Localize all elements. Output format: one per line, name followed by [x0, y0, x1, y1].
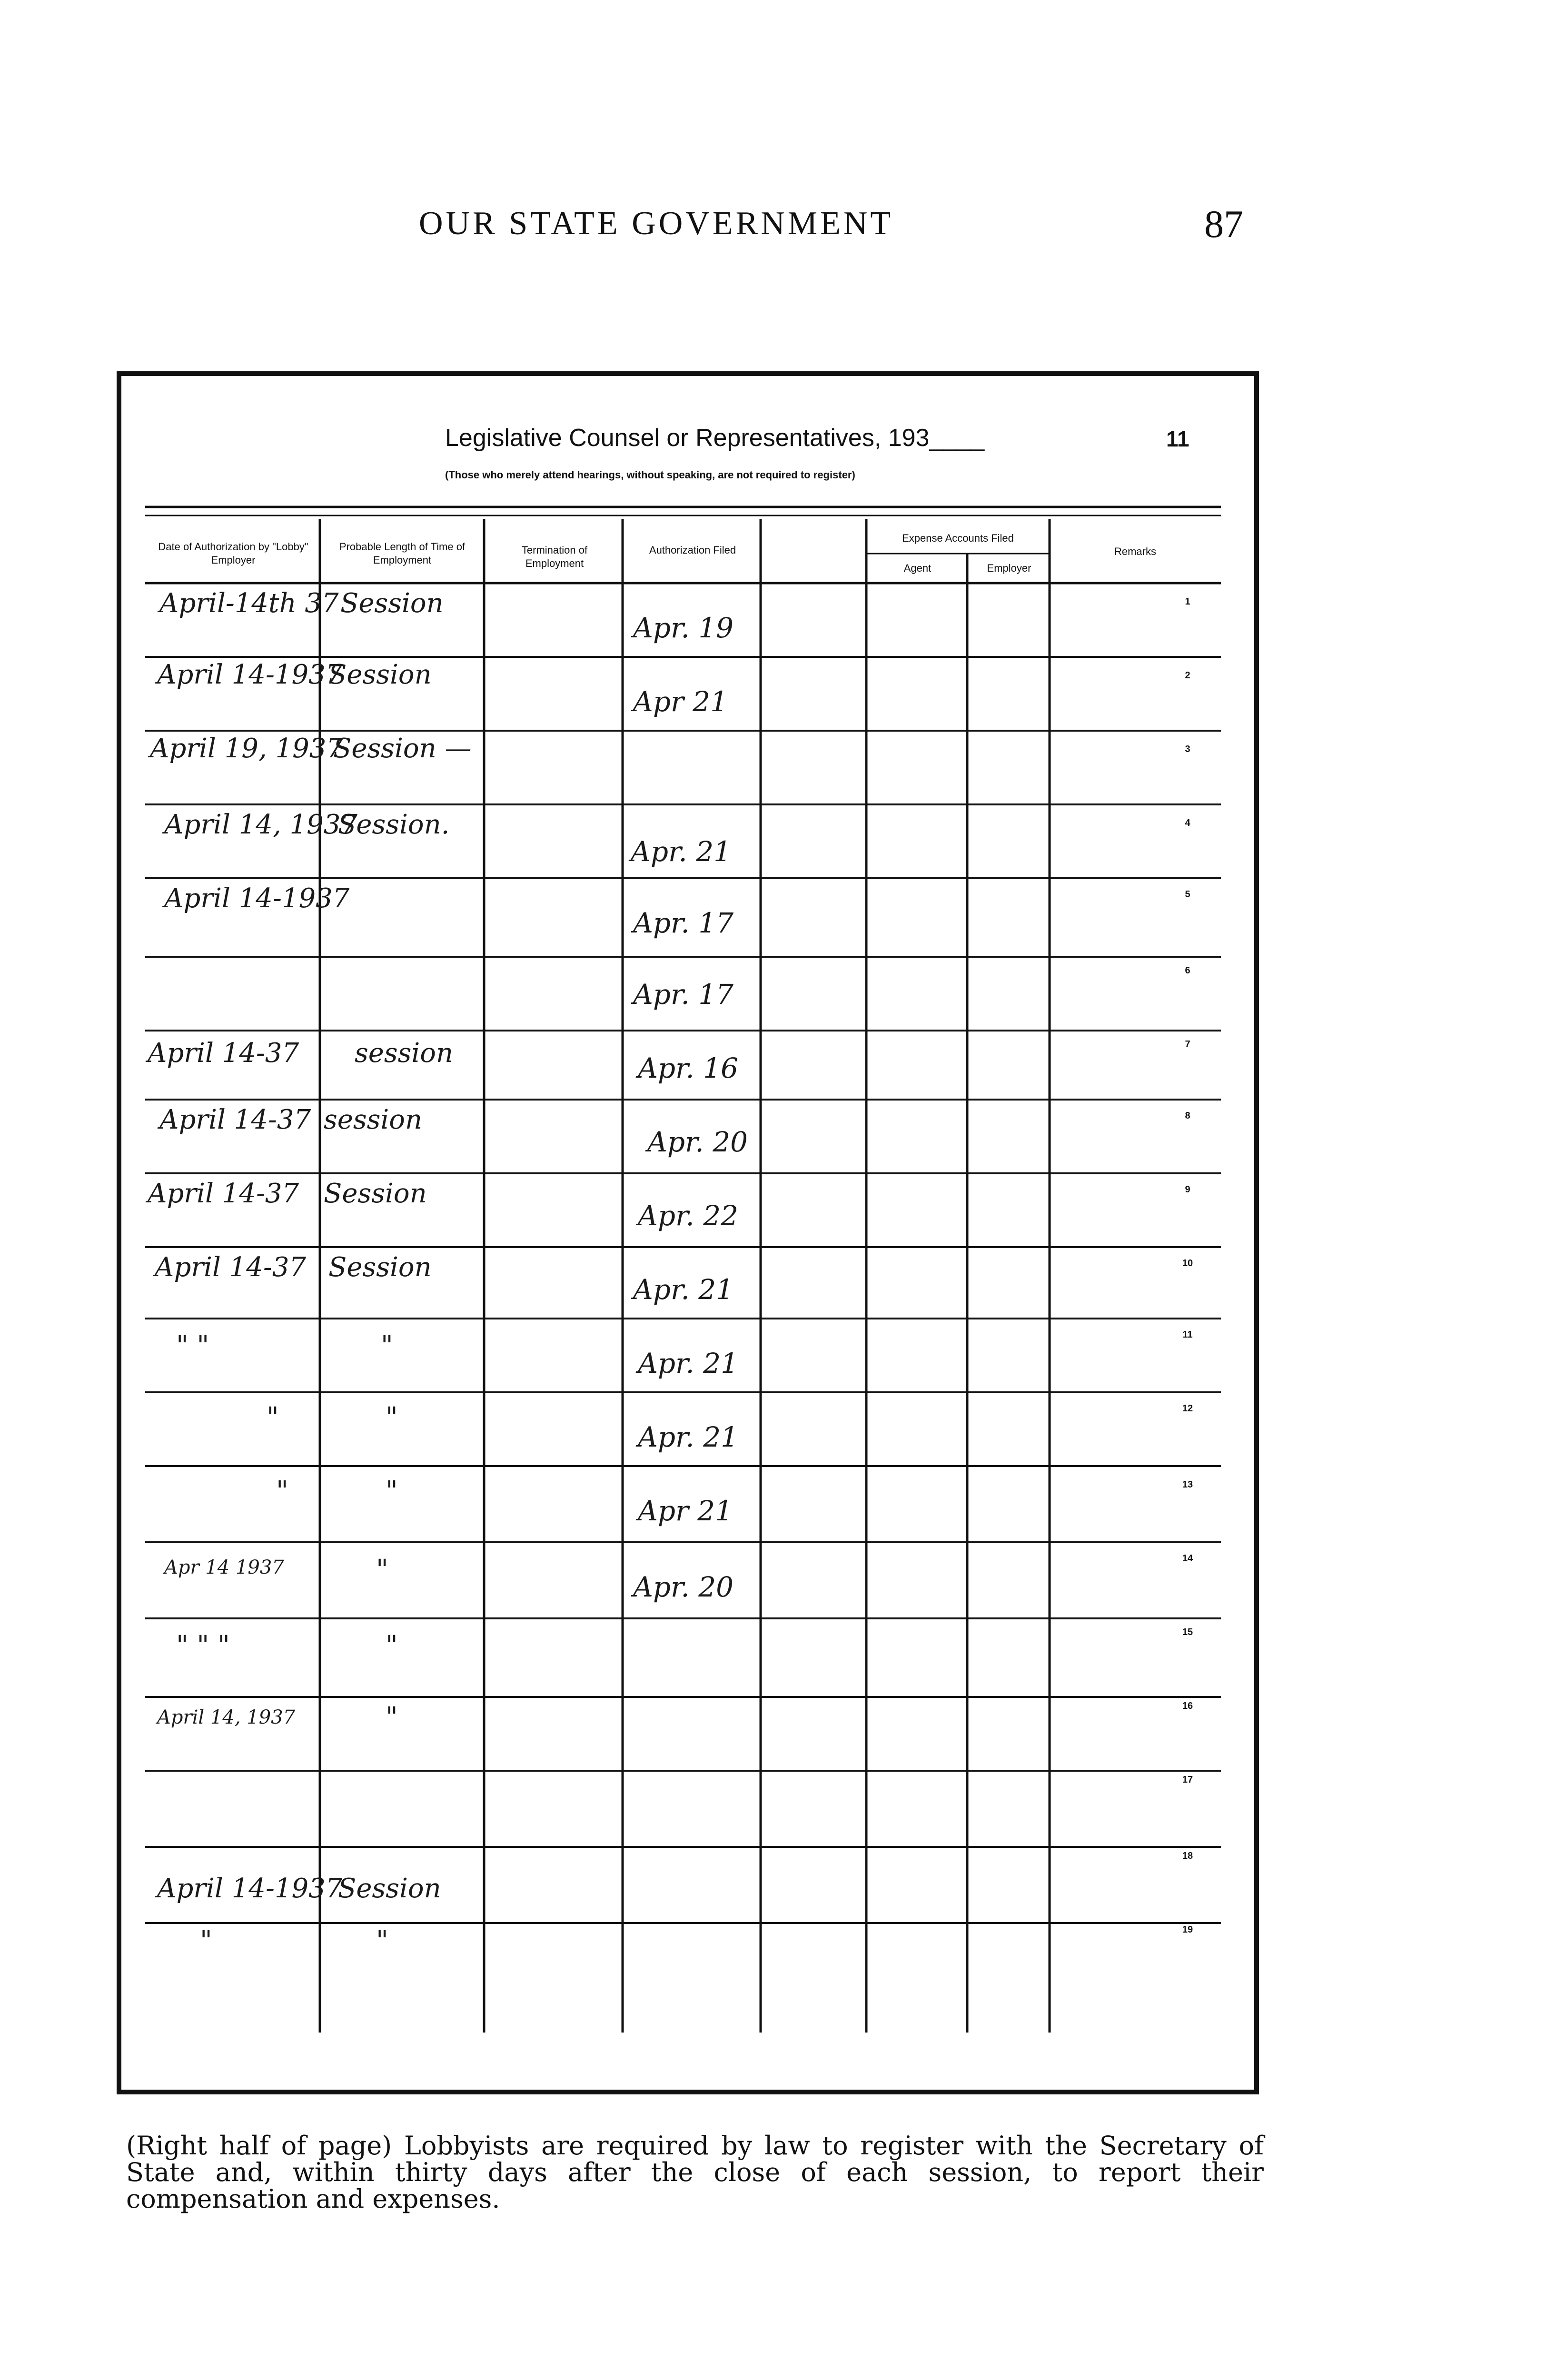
entry-length: " [376, 1554, 388, 1585]
row-number: 15 [1182, 1627, 1193, 1637]
col-head-expense: Expense Accounts Filed [902, 532, 1014, 544]
entry-length: " [381, 1330, 393, 1361]
entry-length: session [324, 1104, 423, 1135]
entry-length: " [386, 1402, 398, 1433]
col-head-authorization: Authorization Filed [649, 544, 736, 556]
entry-length: Session [328, 1252, 432, 1283]
entry-date: April-14th 37 [159, 588, 339, 619]
entry-length: Session — [333, 733, 472, 764]
row-number: 14 [1182, 1553, 1193, 1564]
form-code: 11 [1166, 426, 1189, 451]
row-number: 16 [1182, 1701, 1193, 1711]
page-number: 87 [1204, 202, 1243, 246]
entry-length: session [355, 1038, 454, 1069]
row-number: 19 [1182, 1924, 1193, 1935]
col-head-employer: Employer [987, 562, 1031, 574]
entry-date: " " " [176, 1630, 230, 1661]
caption: (Right half of page) Lobbyists are required by law to register with the Secretary of State and, within thirty days after the close of each session, to report their compensation and expenses. [126, 2131, 1264, 2214]
col-head-date: Date of Authorization by "Lobby" Employer [158, 541, 308, 566]
entry-date: April 14-1937 [164, 883, 350, 914]
entry-auth: Apr 21 [638, 1495, 733, 1527]
entry-auth: Apr. 17 [633, 907, 734, 939]
entry-auth: Apr 21 [633, 685, 728, 718]
entry-length: Session [324, 1178, 427, 1209]
row-number: 3 [1185, 744, 1190, 754]
entry-length: Session. [338, 809, 450, 840]
entry-date: April 14, 1937 [157, 1706, 296, 1728]
col-head-agent: Agent [903, 562, 932, 574]
entry-date: April 14-1937 [157, 659, 343, 690]
entry-date: " " [176, 1330, 209, 1361]
row-number: 9 [1185, 1184, 1190, 1195]
entry-auth: Apr. 20 [647, 1126, 748, 1158]
row-number: 1 [1185, 596, 1190, 607]
row-number: 2 [1185, 670, 1190, 681]
col-head-termination: Termination of Employment [521, 544, 588, 569]
row-number: 11 [1182, 1329, 1193, 1340]
row-number: 13 [1182, 1479, 1193, 1490]
entry-date: " [276, 1476, 288, 1507]
entry-date: " [267, 1402, 279, 1433]
entry-date: Apr 14 1937 [164, 1557, 284, 1578]
entry-length: Session [328, 659, 432, 690]
entry-date: April 14-37 [159, 1104, 311, 1135]
entry-date: " [200, 1925, 212, 1956]
entry-date: April 14, 1937 [164, 809, 358, 840]
running-title: OUR STATE GOVERNMENT [419, 205, 894, 242]
entry-auth: Apr. 22 [638, 1200, 739, 1232]
row-number: 12 [1182, 1403, 1193, 1414]
row-number: 18 [1182, 1851, 1193, 1861]
entry-length: " [386, 1476, 398, 1507]
entry-date: April 14-37 [148, 1178, 299, 1209]
entry-length: Session [338, 1873, 441, 1904]
entry-auth: Apr. 17 [633, 978, 734, 1011]
entry-auth: Apr. 21 [633, 1273, 734, 1306]
entry-date: April 14-37 [148, 1038, 299, 1069]
entry-auth: Apr. 21 [631, 835, 732, 868]
entry-date: April 19, 1937 [150, 733, 344, 764]
entry-date: April 14-37 [155, 1252, 307, 1283]
form-note: (Those who merely attend hearings, without speaking, are not required to register) [445, 469, 855, 481]
row-number: 10 [1182, 1258, 1193, 1269]
entry-date: April 14-1937 [157, 1873, 343, 1904]
col-head-remarks: Remarks [1114, 545, 1156, 557]
entry-length: " [376, 1925, 388, 1956]
entry-length: Session [340, 588, 444, 619]
row-number: 8 [1185, 1111, 1190, 1121]
row-number: 5 [1185, 889, 1190, 900]
entry-length: " [386, 1630, 398, 1661]
row-number: 17 [1182, 1775, 1193, 1785]
entry-auth: Apr. 21 [638, 1421, 739, 1453]
entry-length: " [386, 1702, 398, 1733]
row-number: 6 [1185, 965, 1190, 976]
form-title: Legislative Counsel or Representatives, 193____ [445, 424, 985, 452]
entry-auth: Apr. 21 [638, 1347, 739, 1379]
entry-auth: Apr. 20 [633, 1571, 734, 1603]
col-head-length: Probable Length of Time of Employment [339, 541, 466, 566]
entry-auth: Apr. 19 [633, 612, 734, 644]
entry-auth: Apr. 16 [638, 1052, 739, 1084]
row-number: 4 [1185, 818, 1190, 828]
row-number: 7 [1185, 1039, 1190, 1050]
